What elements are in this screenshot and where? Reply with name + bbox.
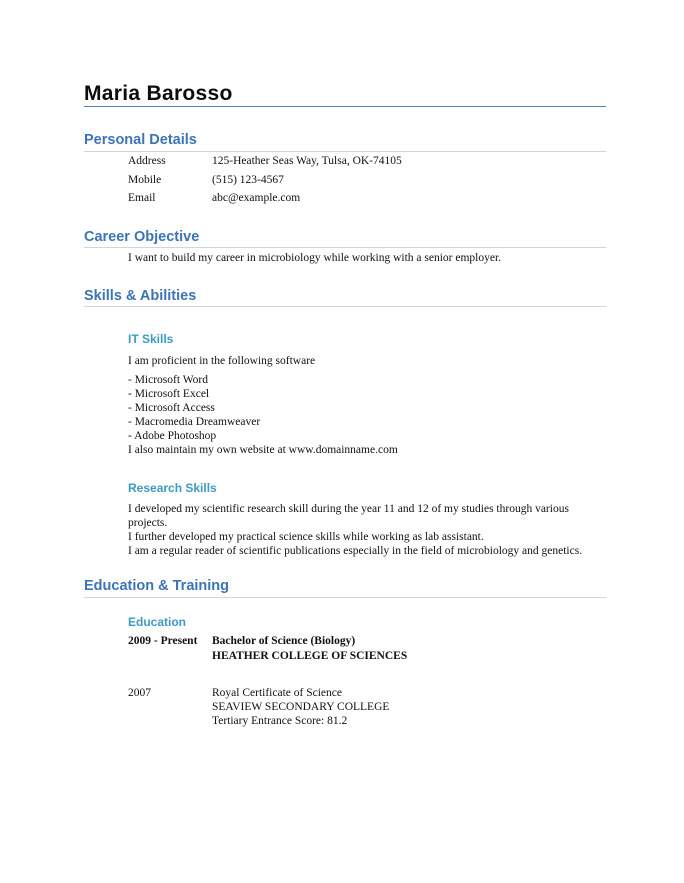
skills-heading: Skills & Abilities bbox=[84, 288, 197, 304]
it-skills-heading: IT Skills bbox=[128, 332, 174, 346]
it-skill-item: - Adobe Photoshop bbox=[128, 430, 217, 442]
name-divider bbox=[84, 106, 606, 107]
education-date: 2007 bbox=[128, 687, 151, 699]
career-objective-heading: Career Objective bbox=[84, 229, 200, 245]
entrance-score: Tertiary Entrance Score: 81.2 bbox=[212, 715, 348, 727]
research-line: I am a regular reader of scientific publications especially in the field of microbiology and genetics. bbox=[128, 545, 583, 557]
career-objective-divider bbox=[84, 247, 606, 248]
education-training-divider bbox=[84, 597, 606, 598]
education-training-heading: Education & Training bbox=[84, 578, 230, 594]
it-skill-item: - Macromedia Dreamweaver bbox=[128, 416, 261, 428]
certificate-title: Royal Certificate of Science bbox=[212, 687, 342, 699]
email-label: Email bbox=[128, 192, 156, 204]
it-skill-item: - Microsoft Word bbox=[128, 374, 208, 386]
personal-details-heading: Personal Details bbox=[84, 132, 197, 148]
skills-divider bbox=[84, 306, 606, 307]
address-label: Address bbox=[128, 155, 166, 167]
candidate-name: Maria Barosso bbox=[84, 82, 233, 105]
research-line: I developed my scientific research skill during the year 11 and 12 of my studies through various bbox=[128, 503, 569, 515]
address-value: 125-Heather Seas Way, Tulsa, OK-74105 bbox=[212, 155, 402, 167]
education-date: 2009 - Present bbox=[128, 635, 198, 647]
it-skills-outro: I also maintain my own website at www.domainname.com bbox=[128, 444, 398, 456]
it-skill-item: - Microsoft Excel bbox=[128, 388, 210, 400]
research-line: I further developed my practical science skills while working as lab assistant. bbox=[128, 531, 484, 543]
it-skills-intro: I am proficient in the following software bbox=[128, 355, 316, 367]
research-line: projects. bbox=[128, 517, 168, 529]
mobile-value: (515) 123-4567 bbox=[212, 174, 284, 186]
institution-name: HEATHER COLLEGE OF SCIENCES bbox=[212, 650, 408, 662]
it-skill-item: - Microsoft Access bbox=[128, 402, 215, 414]
email-value: abc@example.com bbox=[212, 192, 301, 204]
research-skills-heading: Research Skills bbox=[128, 481, 217, 495]
mobile-label: Mobile bbox=[128, 174, 162, 186]
degree-title: Bachelor of Science (Biology) bbox=[212, 635, 356, 647]
career-objective-text: I want to build my career in microbiology while working with a senior employer. bbox=[128, 252, 502, 264]
personal-details-divider bbox=[84, 151, 606, 152]
education-subheading: Education bbox=[128, 615, 187, 629]
institution-name: SEAVIEW SECONDARY COLLEGE bbox=[212, 701, 390, 713]
